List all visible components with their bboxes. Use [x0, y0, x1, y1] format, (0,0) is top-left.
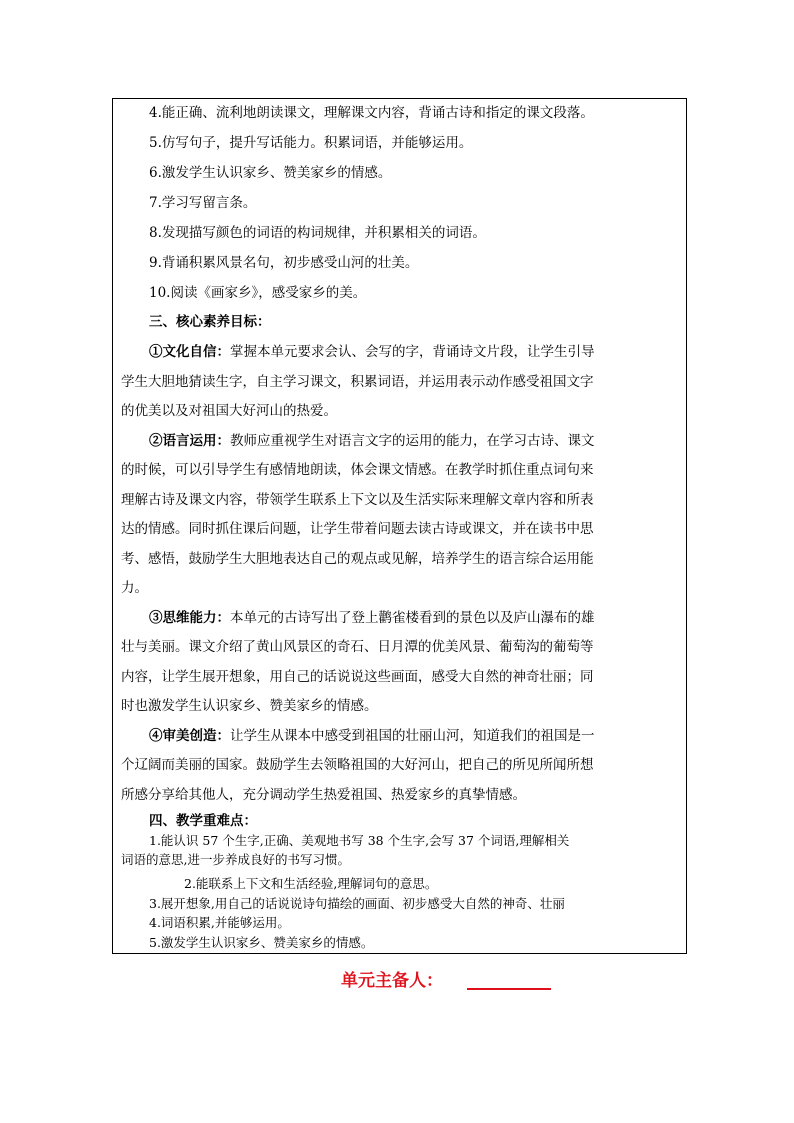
paragraph-text: 的优美以及对祖国大好河山的热爱。 — [121, 403, 337, 419]
paragraph-text: 力。 — [121, 580, 148, 596]
paragraph-text: 考、感悟，鼓励学生大胆地表达自己的观点或见解，培养学生的语言综合运用能 — [121, 551, 594, 567]
section-heading-key-points: 四、教学重难点： — [149, 813, 257, 829]
paragraph-label: ④审美创造： — [149, 728, 230, 744]
paragraph-text: 让学生从课本中感受到祖国的壮丽山河，知道我们的祖国是一 — [230, 728, 595, 744]
key-point-item: 2.能联系上下文和生活经验,理解词句的意思。 — [184, 876, 438, 891]
key-point-item: 4.词语积累,并能够运用。 — [149, 915, 290, 930]
paragraph-label: ②语言运用： — [149, 433, 230, 449]
paragraph-text: 理解古诗及课文内容，带领学生联系上下文以及生活实际来理解文章内容和所表 — [121, 492, 594, 508]
paragraph-text: 掌握本单元要求会认、会写的字，背诵诗文片段，让学生引导 — [230, 344, 595, 360]
paragraph-text: 学生大胆地猜读生字，自主学习课文，积累词语，并运用表示动作感受祖国文字 — [121, 374, 594, 390]
paragraph-label: ③思维能力： — [149, 610, 230, 626]
paragraph-text: 个辽阔而美丽的国家。鼓励学生去领略祖国的大好河山，把自己的所见所闻所想 — [121, 757, 594, 773]
objective-item: 6.激发学生认识家乡、赞美家乡的情感。 — [149, 165, 392, 181]
paragraph-text: 所感分享给其他人，充分调动学生热爱祖国、热爱家乡的真挚情感。 — [121, 787, 526, 803]
unit-lead-preparer-label: 单元主备人： — [341, 971, 443, 991]
paragraph-text: 内容，让学生展开想象，用自己的话说说这些画面，感受大自然的神奇壮丽；同 — [121, 669, 594, 685]
objective-item: 4.能正确、流利地朗读课文，理解课文内容，背诵古诗和指定的课文段落。 — [149, 105, 594, 121]
objective-item: 10.阅读《画家乡》，感受家乡的美。 — [149, 285, 367, 301]
key-point-item: 词语的意思,进一步养成良好的书写习惯。 — [121, 852, 350, 867]
paragraph-text: 达的情感。同时抓住课后问题，让学生带着问题去读古诗或课文，并在读书中思 — [121, 521, 594, 537]
key-point-item: 1.能认识 57 个生字,正确、美观地书写 38 个生字,会写 37 个词语,理解相关 — [149, 833, 570, 848]
objective-item: 8.发现描写颜色的词语的构词规律，并积累相关的词语。 — [149, 225, 486, 241]
paragraph-text: 时也激发学生认识家乡、赞美家乡的情感。 — [121, 698, 378, 714]
paragraph-text: 的时候，可以引导学生有感情地朗读，体会课文情感。在教学时抓住重点词句来 — [121, 462, 594, 478]
key-point-item: 3.展开想象,用自己的话说说诗句描绘的画面、初步感受大自然的神奇、壮丽 — [149, 896, 565, 911]
paragraph-label: ①文化自信： — [149, 344, 230, 360]
objective-item: 7.学习写留言条。 — [149, 195, 257, 211]
signature-blank-line — [467, 988, 551, 990]
paragraph-text: 教师应重视学生对语言文字的运用的能力，在学习古诗、课文 — [230, 433, 595, 449]
objective-item: 9.背诵积累风景名句，初步感受山河的壮美。 — [149, 255, 419, 271]
key-point-item: 5.激发学生认识家乡、赞美家乡的情感。 — [149, 935, 374, 950]
objective-item: 5.仿写句子，提升写话能力。积累词语，并能够运用。 — [149, 135, 473, 151]
section-heading-core-literacy: 三、核心素养目标： — [149, 314, 271, 330]
paragraph-text: 本单元的古诗写出了登上鹳雀楼看到的景色以及庐山瀑布的雄 — [230, 610, 595, 626]
paragraph-text: 壮与美丽。课文介绍了黄山风景区的奇石、日月潭的优美风景、葡萄沟的葡萄等 — [121, 639, 594, 655]
